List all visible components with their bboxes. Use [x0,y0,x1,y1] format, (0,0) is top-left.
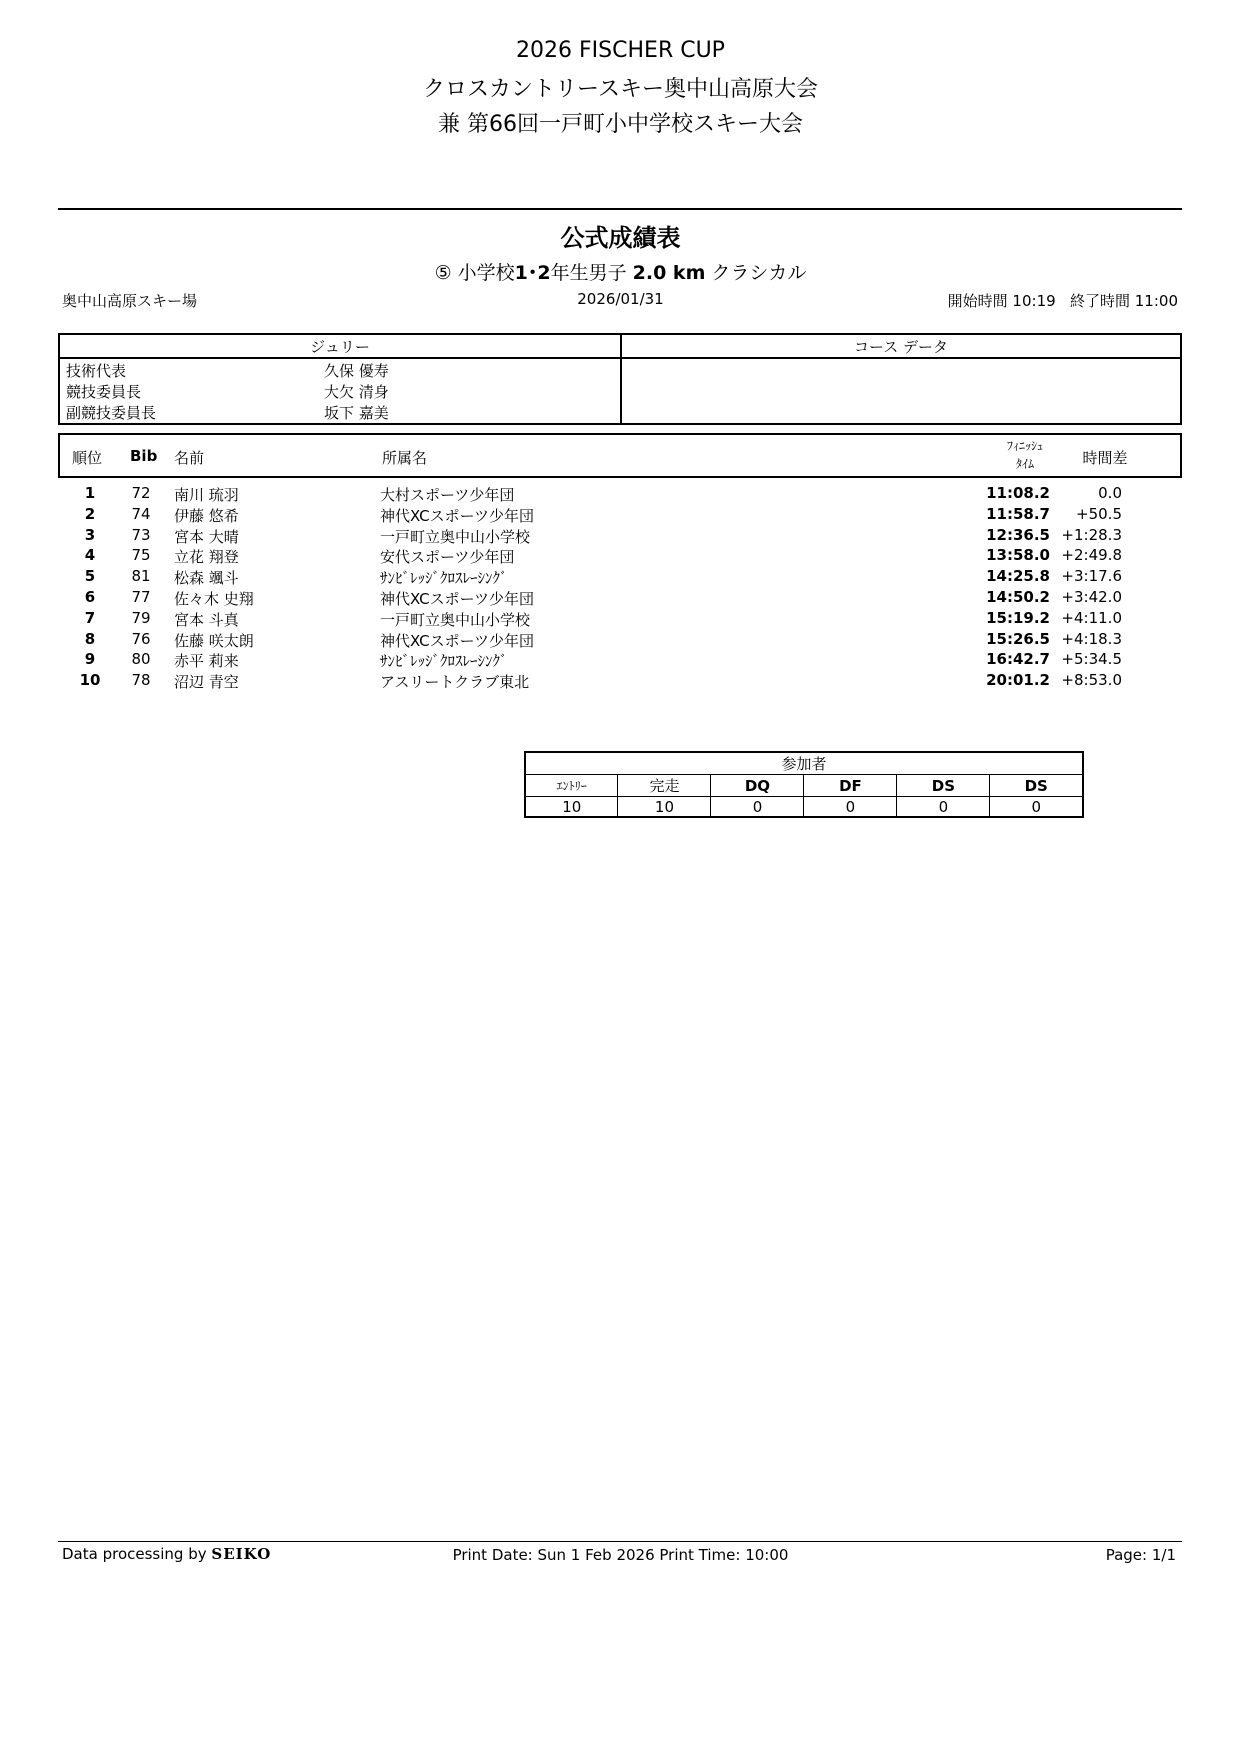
participants-title-row [525,752,1083,775]
result-time: 13:58.0 [986,546,1050,564]
participants-finished: 10 [618,797,711,818]
result-name: 佐藤 咲太朗 [174,632,254,650]
result-rank: 6 [84,588,96,606]
result-club: 神代XCスポーツ少年団 [380,632,535,650]
result-rank: 3 [84,526,96,544]
jury-box [58,333,1182,425]
result-club: ｻﾝﾋﾞﾚｯｼﾞｸﾛｽﾚｰｼﾝｸﾞ [380,652,508,670]
end-label: 終了時間 [1069,292,1130,310]
result-diff: +4:11.0 [1061,609,1122,627]
result-rank: 8 [84,630,96,648]
result-name: 佐々木 史翔 [174,590,254,608]
participants-dq: 0 [711,797,804,818]
result-name: 沼辺 青空 [174,673,239,691]
result-diff: +5:34.5 [1061,650,1122,668]
participants-values-row [525,797,1083,818]
participants-header-dq: DQ [711,775,804,797]
result-rank: 1 [84,484,96,502]
result-diff: +3:42.0 [1061,588,1122,606]
result-bib: 81 [131,567,151,585]
event-distance: 2.0 km [632,262,706,284]
page-number: Page: 1/1 [1105,1546,1176,1564]
result-club: 神代XCスポーツ少年団 [380,590,535,608]
result-time: 15:19.2 [986,609,1050,627]
result-time: 11:58.7 [986,505,1050,523]
result-club: 神代XCスポーツ少年団 [380,507,535,525]
event-prefix: ⑤ 小学校 [434,262,515,284]
result-club: アスリートクラブ東北 [380,673,530,691]
meet-combined-title: 兼 第66回一戸町小中学校スキー大会 [438,112,803,137]
race-times [700,290,1178,311]
result-name: 伊藤 悠希 [174,507,239,525]
result-name: 宮本 斗真 [174,611,239,629]
result-diff: +2:49.8 [1061,546,1122,564]
jury-role: 副競技委員長 [66,404,157,422]
jury-name: 大欠 清身 [324,383,389,401]
participants-header-finished: 完走 [618,775,711,797]
participants-header-df: DF [804,775,897,797]
col-name: 名前 [174,449,205,467]
participants-table [524,751,1084,818]
venue: 奥中山高原スキー場 [62,292,198,310]
result-bib: 79 [131,609,151,627]
jury-role: 技術代表 [66,362,127,380]
processing-label: Data processing by [62,1545,212,1563]
result-bib: 74 [131,505,151,523]
result-time: 14:50.2 [986,588,1050,606]
results-header [58,433,1182,478]
result-time: 12:36.5 [986,526,1050,544]
result-diff: +8:53.0 [1061,671,1122,689]
participants-header-entry: ｴﾝﾄﾘｰ [525,775,618,797]
participants-header-row [525,775,1083,797]
meet-subtitle: クロスカントリースキー奥中山高原大会 [423,77,818,102]
result-time: 16:42.7 [986,650,1050,668]
event-mid: 年生男子 [550,262,633,284]
result-bib: 80 [131,650,151,668]
result-time: 20:01.2 [986,671,1050,689]
result-bib: 77 [131,588,151,606]
end-time: 11:00 [1134,292,1178,310]
result-club: 一戸町立奥中山小学校 [380,611,531,629]
result-bib: 78 [131,671,151,689]
participants-entry: 10 [525,797,618,818]
result-time: 15:26.5 [986,630,1050,648]
event-grade: 1･2 [514,262,551,284]
participants-df: 0 [804,797,897,818]
participants-ds-2: 0 [990,797,1083,818]
start-time: 10:19 [1012,292,1056,310]
jury-name: 久保 優寿 [324,362,389,380]
result-rank: 4 [84,546,96,564]
result-rank: 2 [84,505,96,523]
document-title: 公式成績表 [560,224,681,252]
col-diff: 時間差 [1082,449,1128,467]
result-bib: 72 [131,484,151,502]
participants-ds: 0 [897,797,990,818]
footer-rule [58,1541,1182,1542]
result-name: 立花 翔登 [174,548,239,566]
col-finish-line1: ﾌｨﾆｯｼｭ [1006,439,1043,453]
print-info: Print Date: Sun 1 Feb 2026 Print Time: 10:00 [452,1546,789,1564]
result-diff: +50.5 [1076,505,1122,523]
col-rank: 順位 [72,449,103,467]
result-bib: 75 [131,546,151,564]
participants-header-ds: DS [897,775,990,797]
jury-name: 坂下 嘉美 [324,404,389,422]
result-diff: 0.0 [1098,484,1122,502]
col-club: 所属名 [382,449,428,467]
result-club: ｻﾝﾋﾞﾚｯｼﾞｸﾛｽﾚｰｼﾝｸﾞ [380,569,508,587]
meet-title: 2026 FISCHER CUP [516,38,725,63]
result-bib: 76 [131,630,151,648]
result-name: 赤平 莉来 [174,652,239,670]
result-bib: 73 [131,526,151,544]
result-time: 14:25.8 [986,567,1050,585]
col-bib: Bib [130,447,158,465]
result-diff: +3:17.6 [1061,567,1122,585]
col-finish-line2: ﾀｲﾑ [1015,457,1034,471]
start-label: 開始時間 [947,292,1008,310]
header-rule [58,208,1182,210]
event-style: クラシカル [705,262,807,284]
race-date: 2026/01/31 [577,290,664,308]
result-name: 南川 琉羽 [174,486,239,504]
result-rank: 10 [79,671,101,689]
result-name: 松森 颯斗 [174,569,239,587]
result-name: 宮本 大晴 [174,528,239,546]
result-diff: +1:28.3 [1061,526,1122,544]
result-time: 11:08.2 [986,484,1050,502]
result-club: 安代スポーツ少年団 [380,548,515,566]
result-club: 一戸町立奥中山小学校 [380,528,531,546]
result-club: 大村スポーツ少年団 [380,486,515,504]
participants-title: 参加者 [525,752,1083,775]
result-rank: 9 [84,650,96,668]
jury-role: 競技委員長 [66,383,142,401]
course-data-title: コース データ [853,338,949,356]
jury-header-rule [60,357,1180,359]
jury-title: ジュリー [310,338,370,356]
event-title [0,258,1241,285]
seiko-logo: SEIKO [211,1545,272,1563]
participants-header-ds-2: DS [990,775,1083,797]
result-rank: 7 [84,609,96,627]
result-diff: +4:18.3 [1061,630,1122,648]
result-rank: 5 [84,567,96,585]
